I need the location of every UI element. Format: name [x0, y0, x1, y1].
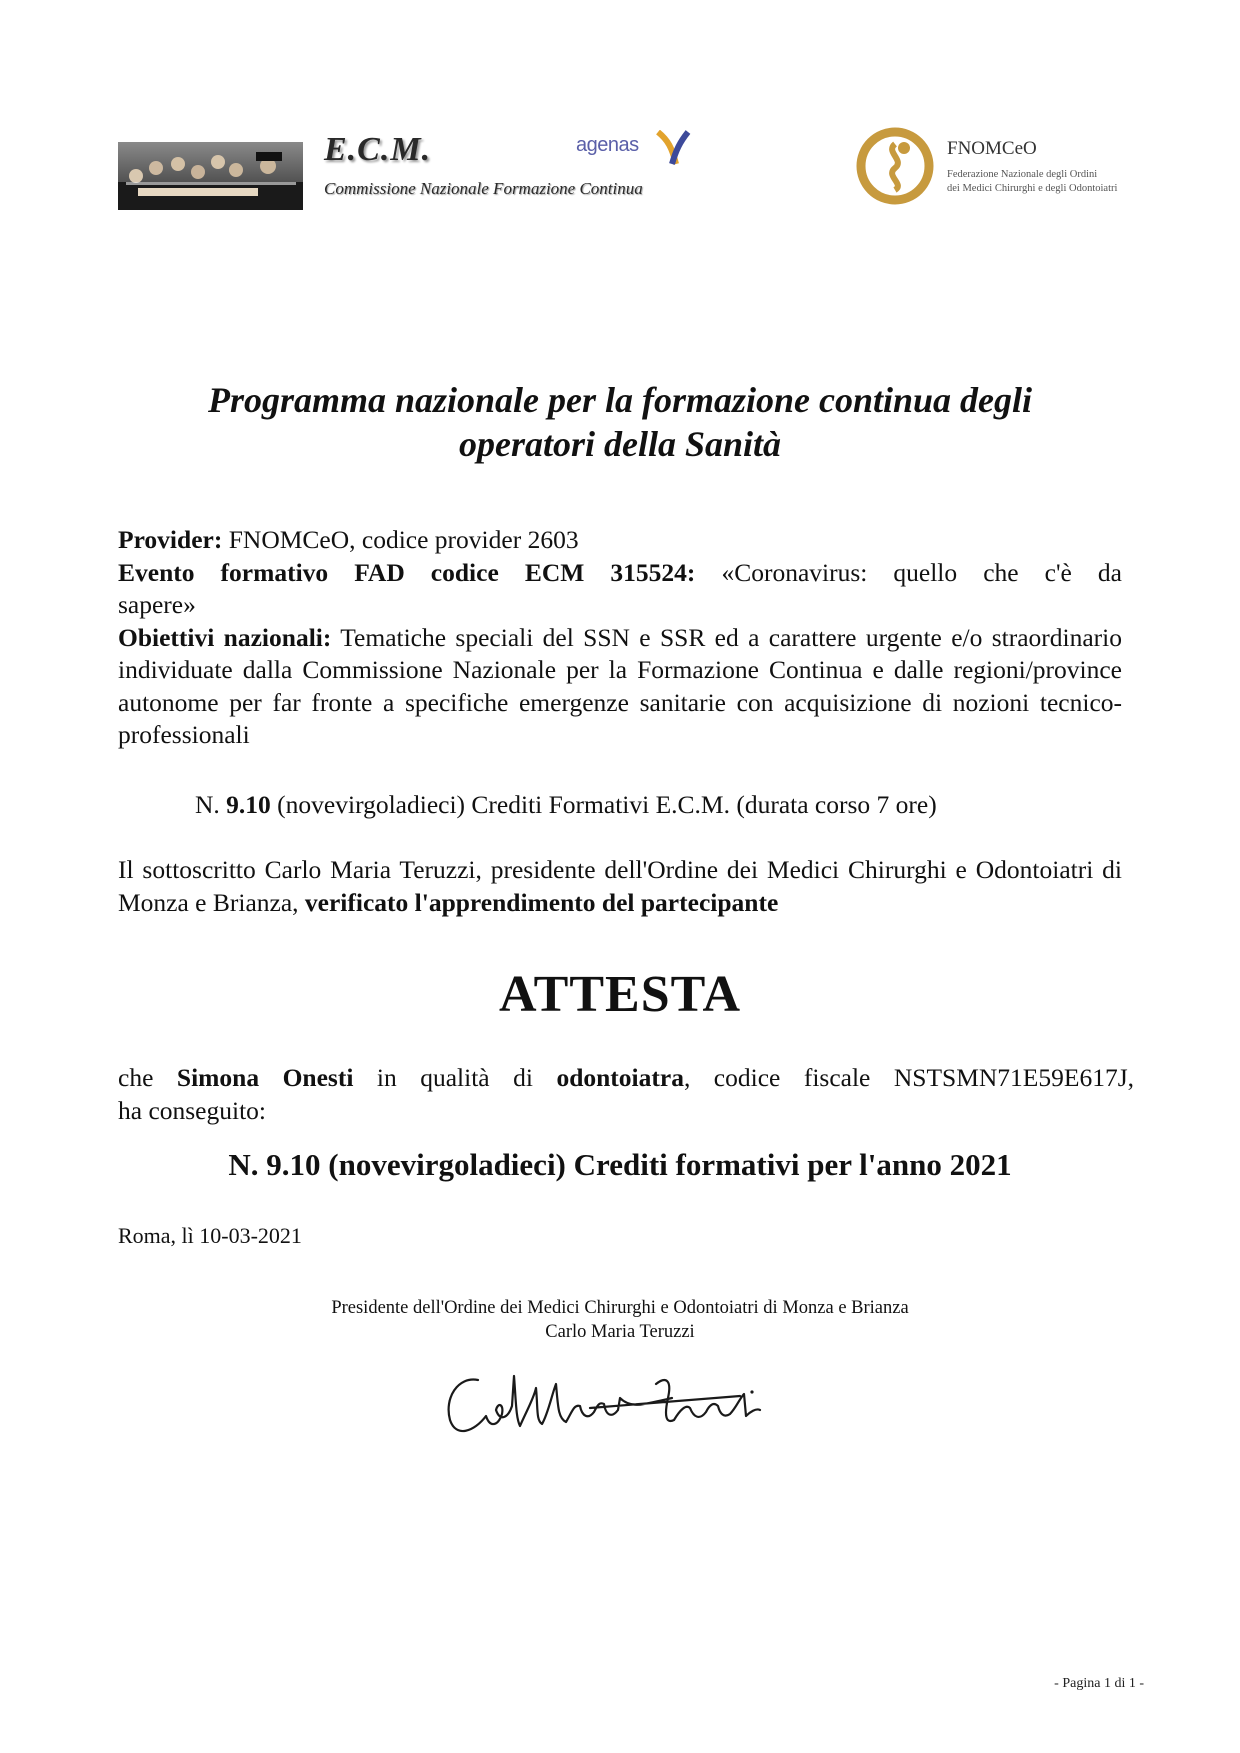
attesta-heading: ATTESTA	[498, 966, 742, 1023]
recipient-role: odontoiatra	[556, 1063, 684, 1092]
obiettivi-label: Obiettivi nazionali:	[118, 622, 332, 652]
ecm-subtitle: Commissione Nazionale Formazione Continua	[324, 179, 643, 198]
obiettivi-line	[118, 622, 1122, 752]
handwritten-signature	[440, 1358, 800, 1448]
provider-label: Provider:	[118, 525, 223, 554]
evento-line	[118, 557, 1122, 590]
recipient-che: che	[118, 1063, 177, 1092]
crediti-prefix: N.	[195, 790, 227, 819]
crediti-suffix: (novevirgoladieci) Crediti Formativi E.C.M. (durata corso 7 ore)	[270, 790, 937, 819]
evento-label: Evento formativo FAD codice ECM 315524:	[118, 557, 696, 587]
event-info	[118, 524, 1122, 752]
signer-role: Presidente dell'Ordine dei Medici Chirurghi e Odontoiatri di Monza e Brianza	[331, 1298, 909, 1318]
provider-value: FNOMCeO, codice provider 2603	[222, 525, 579, 554]
sottoscritto-paragraph	[118, 853, 1122, 919]
ecm-title: E.C.M.	[324, 131, 432, 168]
evento-value-continued: sapere»	[118, 590, 196, 619]
sottoscritto-bold: verificato l'apprendimento del partecipante	[304, 888, 779, 917]
page-number: - Pagina 1 di 1 -	[1054, 1676, 1144, 1691]
agenas-mark-icon	[654, 130, 694, 166]
crediti-number: 9.10	[226, 790, 271, 819]
crediti-line	[195, 790, 937, 820]
recipient-line-2: ha conseguito:	[118, 1095, 267, 1125]
title-line-2: operatori della Sanità	[458, 424, 782, 464]
fnomceo-name: FNOMCeO	[947, 138, 1037, 159]
agenas-logo-text: agenas	[576, 134, 639, 156]
evento-value: «Coronavirus: quello che c'è da	[695, 557, 1122, 587]
place-date: Roma, lì 10-03-2021	[118, 1223, 302, 1248]
recipient-name: Simona Onesti	[176, 1063, 354, 1092]
sottoscritto-text: Il sottoscritto Carlo Maria Teruzzi, presidente dell'Ordine dei Medici Chirurghi e Odontoiatri di Monza e Brianza,	[118, 855, 1122, 917]
recipient-qualita: in qualità di	[353, 1063, 557, 1092]
document-title	[118, 378, 1122, 466]
title-line-1: Programma nazionale per la formazione continua degli	[207, 380, 1033, 420]
recipient-codice-fiscale: , codice fiscale NSTSMN71E59E617J,	[683, 1063, 1135, 1092]
fnomceo-logo-group	[855, 126, 1135, 210]
ecm-logo-group	[118, 126, 678, 210]
anatomy-lesson-painting	[118, 142, 303, 210]
recipient-line-1	[118, 1062, 1134, 1095]
signer-block	[118, 1296, 1122, 1344]
fnomceo-emblem-icon	[855, 126, 935, 206]
recipient-paragraph	[118, 1062, 1134, 1127]
obiettivi-value: Tematiche speciali del SSN e SSR ed a carattere urgente e/o straordinario individuate dalla Commissione Nazionale per la Formazione Continua e dalle regioni/province autonome per far fronte a specifiche emergenze sanitarie con acquisizione di nozioni tecnico-professionali	[118, 622, 1122, 749]
provider-line	[118, 524, 1122, 557]
signer-name: Carlo Maria Teruzzi	[545, 1322, 695, 1342]
fnomceo-description-line2: dei Medici Chirurghi e degli Odontoiatri	[947, 183, 1118, 194]
awarded-credits: N. 9.10 (novevirgoladieci) Crediti formativi per l'anno 2021	[228, 1147, 1012, 1182]
fnomceo-description-line1: Federazione Nazionale degli Ordini	[947, 169, 1098, 180]
